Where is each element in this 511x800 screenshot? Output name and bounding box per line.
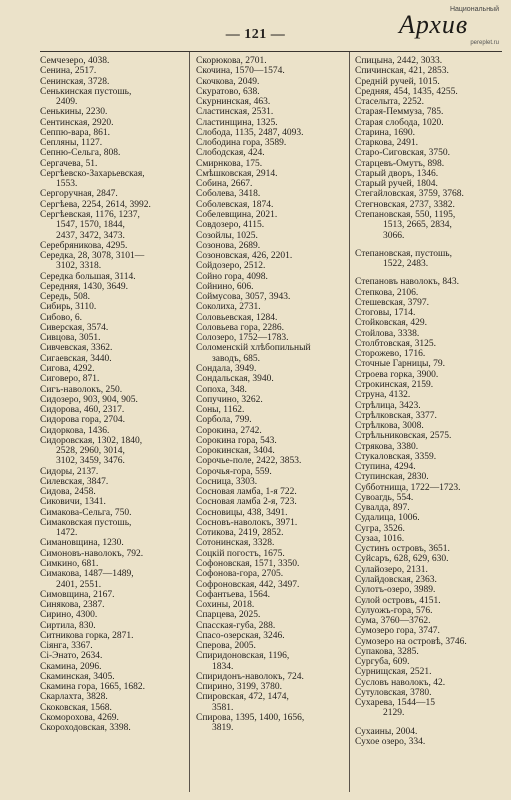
index-entry: Стрѣльниковская, 2575. [355, 431, 452, 442]
index-entry: Симакова-Сельга, 750. [40, 507, 132, 518]
index-entry: Скочина, 1570—1574. [196, 66, 285, 77]
index-entry: Соцкій погостъ, 1675. [196, 548, 285, 559]
index-entry: Соколиха, 2731. [196, 302, 261, 313]
index-entry: Судалица, 1006. [355, 513, 420, 524]
index-entry: Сергѣевско-Захарьевская, [40, 168, 145, 179]
index-entry: Скаминская, 3405. [40, 671, 115, 682]
index-entry-continuation: заводъ, 685. [212, 353, 260, 364]
index-entry-continuation: 3819. [212, 723, 234, 734]
index-entry-continuation: 3102, 3459, 3476. [56, 456, 125, 467]
index-entry: Сидоркова, 1436. [40, 425, 110, 436]
index-entry: Сотонинская, 3328. [196, 538, 275, 549]
index-entry: Сенькины, 2230. [40, 107, 108, 118]
index-entry: Сорочья-гора, 559. [196, 466, 272, 477]
index-entry: Сургуба, 609. [355, 657, 410, 668]
index-entry: Старый ручей, 1804. [355, 179, 438, 190]
index-entry: Сопоха, 348. [196, 384, 247, 395]
index-column-3 [355, 56, 501, 792]
index-entry: Скурнинская, 463. [196, 97, 271, 108]
index-entry: Сергоручная, 2847. [40, 189, 118, 200]
index-entry-continuation: 2528, 2960, 3014, [56, 446, 125, 457]
index-entry: Степановъ наволокъ, 843. [355, 277, 459, 288]
index-entry: Спирино, 3199, 3780. [196, 682, 283, 693]
index-entry: Сулайдовская, 2363. [355, 575, 437, 586]
index-entry: Созоновская, 426, 2201. [196, 251, 293, 262]
index-entry: Сутуловская, 3780. [355, 687, 432, 698]
index-entry: Сулотъ-озеро, 3989. [355, 585, 436, 596]
index-entry: Солозеро, 1752—1783. [196, 333, 289, 344]
index-entry: Сондальская, 3940. [196, 374, 274, 385]
index-entry-continuation: 1553. [56, 179, 78, 190]
index-entry: Сі-Энато, 2634. [40, 651, 103, 662]
index-entry: Сигаевская, 3440. [40, 353, 112, 364]
index-entry-continuation: 2401, 2551. [56, 579, 102, 590]
index-entry: Сигъ-наволокъ, 250. [40, 384, 123, 395]
index-entry: Сепляны, 1127. [40, 138, 103, 149]
index-entry: Скуратово, 638. [196, 86, 260, 97]
index-entry-continuation: 1547, 1570, 1844, [56, 220, 125, 231]
index-entry: Степановская, пустошь, [355, 248, 453, 259]
index-entry: Смирнкова, 175. [196, 158, 263, 169]
index-entry: Сумозеро на островѣ, 3746. [355, 636, 467, 647]
index-entry-continuation: 3581. [212, 702, 234, 713]
index-entry: Сластинская, 2531. [196, 107, 274, 118]
index-entry: Стоговы, 1714. [355, 308, 416, 319]
index-entry: Скамина, 2096. [40, 661, 102, 672]
index-entry: Сиверская, 3574. [40, 322, 109, 333]
index-entry: Струна, 4132. [355, 390, 411, 401]
index-entry: Софроновская, 442, 3497. [196, 579, 300, 590]
index-entry: Сидова, 2458. [40, 487, 96, 498]
index-entry: Субботнища, 1722—1723. [355, 482, 461, 493]
index-entry: Соловьева гора, 2286. [196, 322, 284, 333]
index-entry: Сума, 3760—3762. [355, 616, 431, 627]
index-entry: Столбтовская, 3125. [355, 338, 437, 349]
index-entry: Сластинщина, 1325. [196, 117, 278, 128]
index-entry: Спичинская, 421, 2853. [355, 66, 449, 77]
column-divider [189, 52, 190, 792]
index-entry: Семчезеро, 4038. [40, 56, 110, 66]
index-entry: Симкино, 681. [40, 559, 99, 570]
index-entry: Сорочье-поле, 2422, 3853. [196, 456, 302, 467]
index-entry: Соболева, 3418. [196, 189, 261, 200]
index-entry: Средній ручей, 1015. [355, 76, 440, 87]
index-entry: Ситникова горка, 2871. [40, 630, 134, 641]
index-entry: Сенина, 2517. [40, 66, 97, 77]
index-entry: Старкова, 2491. [355, 138, 419, 149]
index-entry: Сиковичи, 1341. [40, 497, 106, 508]
index-entry: Сулой островъ, 4151. [355, 595, 441, 606]
index-entry-continuation: 1522, 2483. [383, 259, 429, 270]
index-entry: Сибово, 6. [40, 312, 83, 323]
index-entry: Скоковская, 1568. [40, 702, 112, 713]
index-entry: Старо-Сиговская, 3750. [355, 148, 451, 159]
index-entry: Сохины, 2018. [196, 600, 255, 611]
index-entry: Сухарева, 1544—15 [355, 698, 435, 709]
index-entry: Середка, 28, 3078, 3101— [40, 251, 145, 262]
index-entry: Сорокина гора, 543. [196, 435, 277, 446]
index-entry: Симовщина, 2167. [40, 589, 115, 600]
index-entry: Сорбола, 799. [196, 415, 252, 426]
index-entry: Сотикова, 2419, 2852. [196, 528, 284, 539]
index-entry: Сепню-Сельга, 808. [40, 148, 121, 159]
index-entry: Стрѣлица, 3423. [355, 400, 421, 411]
header-rule [40, 51, 502, 52]
index-entry: Сосница, 3303. [196, 476, 258, 487]
index-entry: Сузаа, 1016. [355, 533, 405, 544]
index-entry: Симаковская пустошь, [40, 517, 132, 528]
index-entry: Спирова, 1395, 1400, 1656, [196, 713, 305, 723]
index-entry: Стойлова, 3338. [355, 328, 420, 339]
index-entry: Сенькинская пустошь, [40, 86, 132, 97]
index-entry: Сеппю-вара, 861. [40, 127, 111, 138]
index-entry: Стрѣлковская, 3377. [355, 410, 437, 421]
index-entry: Спасская-губа, 288. [196, 620, 276, 631]
logo-title: Архив [399, 10, 469, 39]
index-entry: Сопучино, 3262. [196, 394, 263, 405]
index-entry: Сиговеро, 871. [40, 374, 100, 385]
index-entry: Сулуожъ-гора, 576. [355, 605, 433, 616]
index-entry: Сондала, 3949. [196, 363, 257, 374]
index-entry-continuation: 1513, 2665, 2834, [383, 220, 452, 231]
index-entry: Сорокина, 2742. [196, 425, 262, 436]
index-entry: Сугра, 3526. [355, 523, 405, 534]
index-entry: Сидоры, 2137. [40, 466, 99, 477]
index-entry: Сурнищская, 2521. [355, 667, 432, 678]
index-entry: Сперова, 2005. [196, 641, 256, 652]
index-entry: Середка большая, 3114. [40, 271, 136, 282]
index-entry: Софантьева, 1564. [196, 589, 270, 600]
index-entry: Средняя, 454, 1435, 4255. [355, 86, 458, 97]
index-entry: Спировская, 472, 1474, [196, 692, 289, 703]
index-entry: Сойдозеро, 2512. [196, 261, 266, 272]
index-entry: Сидорова, 460, 2317. [40, 405, 125, 416]
index-entry: Спиридоновская, 1196, [196, 651, 290, 662]
index-entry-continuation: 1472. [56, 528, 78, 539]
index-column-1 [40, 56, 175, 792]
page-number: — 121 — [225, 27, 286, 42]
index-entry: Старая слобода, 1020. [355, 117, 444, 128]
index-entry: Силевская, 3847. [40, 476, 109, 487]
index-entry: Сухаины, 2004. [355, 726, 418, 737]
index-entry: Ступинская, 2830. [355, 472, 429, 483]
index-entry: Серебряникова, 4295. [40, 240, 128, 251]
index-entry: Сосновицы, 438, 3491. [196, 507, 288, 518]
index-entry: Старая-Пеммуза, 785. [355, 107, 444, 118]
index-entry: Сергѣевская, 1176, 1237, [40, 209, 140, 220]
index-entry: Созонова, 2689. [196, 240, 261, 251]
index-entry: Симакова, 1487—1489, [40, 569, 134, 580]
index-entry-continuation: 2437, 3472, 3473. [56, 230, 125, 241]
index-entry: Слобода, 1135, 2487, 4093. [196, 127, 304, 138]
column-divider [349, 52, 350, 792]
index-entry: Старый дворъ, 1346. [355, 168, 439, 179]
index-entry: Сувалда, 897. [355, 503, 410, 514]
index-entry: Степановская, 550, 1195, [355, 209, 456, 220]
index-entry: Сенинская, 3728. [40, 76, 110, 87]
index-entry: Скороходовская, 3398. [40, 723, 131, 734]
index-entry: Стаселыта, 2252. [355, 97, 424, 108]
index-entry: Спиридонъ-наволокъ, 724. [196, 671, 304, 682]
index-entry: Середняя, 1430, 3649. [40, 281, 129, 292]
index-entry: Суйсаръ, 628, 629, 630. [355, 554, 449, 565]
index-entry: Сидоровская, 1302, 1840, [40, 435, 143, 446]
index-entry: Стегайловская, 3759, 3768. [355, 189, 464, 200]
index-entry-continuation: 3066. [383, 230, 405, 241]
index-entry-continuation: 1834. [212, 661, 234, 672]
index-entry: Скоморохова, 4269. [40, 713, 119, 723]
index-column-2 [196, 56, 342, 792]
index-entry: Сіянга, 3367. [40, 641, 93, 652]
index-entry: Сосновъ-наволокъ, 3971. [196, 517, 298, 528]
index-entry: Собина, 2667. [196, 179, 253, 190]
index-entry: Сигова, 4292. [40, 363, 95, 374]
index-entry: Сосновая ламба, 1-я 722. [196, 487, 297, 498]
index-entry: Сергѣева, 2254, 2614, 3992. [40, 199, 151, 210]
index-entry: Сосновая ламба 2-я, 723. [196, 497, 297, 508]
index-entry: Спарцева, 2025. [196, 610, 261, 621]
index-entry: Стукаловская, 3359. [355, 451, 437, 462]
index-entry: Старина, 1690. [355, 127, 415, 138]
index-entry: Сентинская, 2920. [40, 117, 114, 128]
index-entry: Сирино, 4300. [40, 610, 98, 621]
index-entry-continuation: 2129. [383, 708, 405, 719]
index-entry: Скамина гора, 1665, 1682. [40, 682, 146, 693]
index-entry: Сидозеро, 903, 904, 905. [40, 394, 138, 405]
index-entry: Собелевщина, 2021. [196, 209, 278, 220]
index-entry: Спицына, 2442, 3033. [355, 56, 443, 66]
index-entry: Сивчевская, 3362. [40, 343, 113, 354]
index-entry: Соны, 1162. [196, 405, 245, 416]
index-entry: Симоновъ-наволокъ, 792. [40, 548, 144, 559]
index-entry: Сумозеро гора, 3747. [355, 626, 440, 637]
index-entry: Строева горка, 3900. [355, 369, 439, 380]
index-entry: Соловьевская, 1284. [196, 312, 278, 323]
index-entry: Смѣшковская, 2914. [196, 168, 278, 179]
index-entry: Сибирь, 3110. [40, 302, 97, 313]
index-entry: Сточные Гарницы, 79. [355, 359, 446, 370]
index-entry: Стрѣлкова, 3008. [355, 421, 424, 432]
index-entry: Ступина, 4294. [355, 462, 416, 473]
index-entry: Сойно гора, 4098. [196, 271, 268, 282]
index-entry: Сухое озеро, 334. [355, 737, 426, 747]
index-entry: Стешевская, 3797. [355, 297, 429, 308]
index-entry: Скарлахта, 3828. [40, 692, 108, 703]
index-entry: Спасо-озерская, 3246. [196, 630, 285, 641]
index-entry: Софоновская, 1571, 3350. [196, 559, 300, 570]
index-entry: Симановщина, 1230. [40, 538, 124, 549]
index-entry: Сидорова гора, 2704. [40, 415, 125, 426]
index-entry: Соломенскій хлѣбопильный [196, 343, 311, 354]
index-entry: Сторожево, 1716. [355, 349, 426, 360]
index-entry: Стрякова, 3380. [355, 441, 419, 452]
index-entry: Стойковская, 429. [355, 318, 428, 329]
index-entry: Стегновская, 2737, 3382. [355, 199, 455, 210]
index-entry: Созойлы, 1025. [196, 230, 258, 241]
index-entry: Совдозеро, 4115. [196, 220, 265, 231]
index-entry: Слободина гора, 3589. [196, 138, 287, 149]
index-entry: Слободская, 424. [196, 148, 265, 159]
index-entry: Сиртила, 830. [40, 620, 96, 631]
logo-caption-bottom: pereplet.ru [470, 40, 499, 46]
index-entry: Сивцова, 3051. [40, 333, 101, 344]
index-entry-continuation: 3102, 3318. [56, 261, 102, 272]
logo-caption-top: Национальный [449, 6, 499, 13]
index-entry: Сусловъ наволокъ, 42. [355, 677, 446, 688]
index-entry: Софонова-гора, 2705. [196, 569, 284, 580]
index-entry: Строкинская, 2159. [355, 379, 434, 390]
index-entry: Середь, 508. [40, 292, 91, 303]
index-entry: Скорюкова, 2701. [196, 56, 267, 66]
index-entry: Сергачева, 51. [40, 158, 98, 169]
index-entry: Скочкова, 2049. [196, 76, 260, 87]
index-entry: Сустинъ островъ, 3651. [355, 544, 450, 555]
index-entry: Старцевъ-Омутъ, 898. [355, 158, 445, 169]
index-entry: Соболевская, 1874. [196, 199, 274, 210]
index-entry: Синякова, 2387. [40, 600, 105, 611]
index-entry: Сулайозеро, 2131. [355, 564, 428, 575]
index-entry-continuation: 2409. [56, 97, 78, 108]
index-entry: Степкова, 2106. [355, 287, 419, 298]
index-entry: Супакова, 3285. [355, 646, 419, 657]
index-entry: Соймусова, 3057, 3943. [196, 292, 291, 303]
index-entry: Сорокинская, 3404. [196, 446, 275, 457]
index-entry: Сойнино, 606. [196, 281, 254, 292]
index-entry: Сувоагдь, 554. [355, 492, 414, 503]
